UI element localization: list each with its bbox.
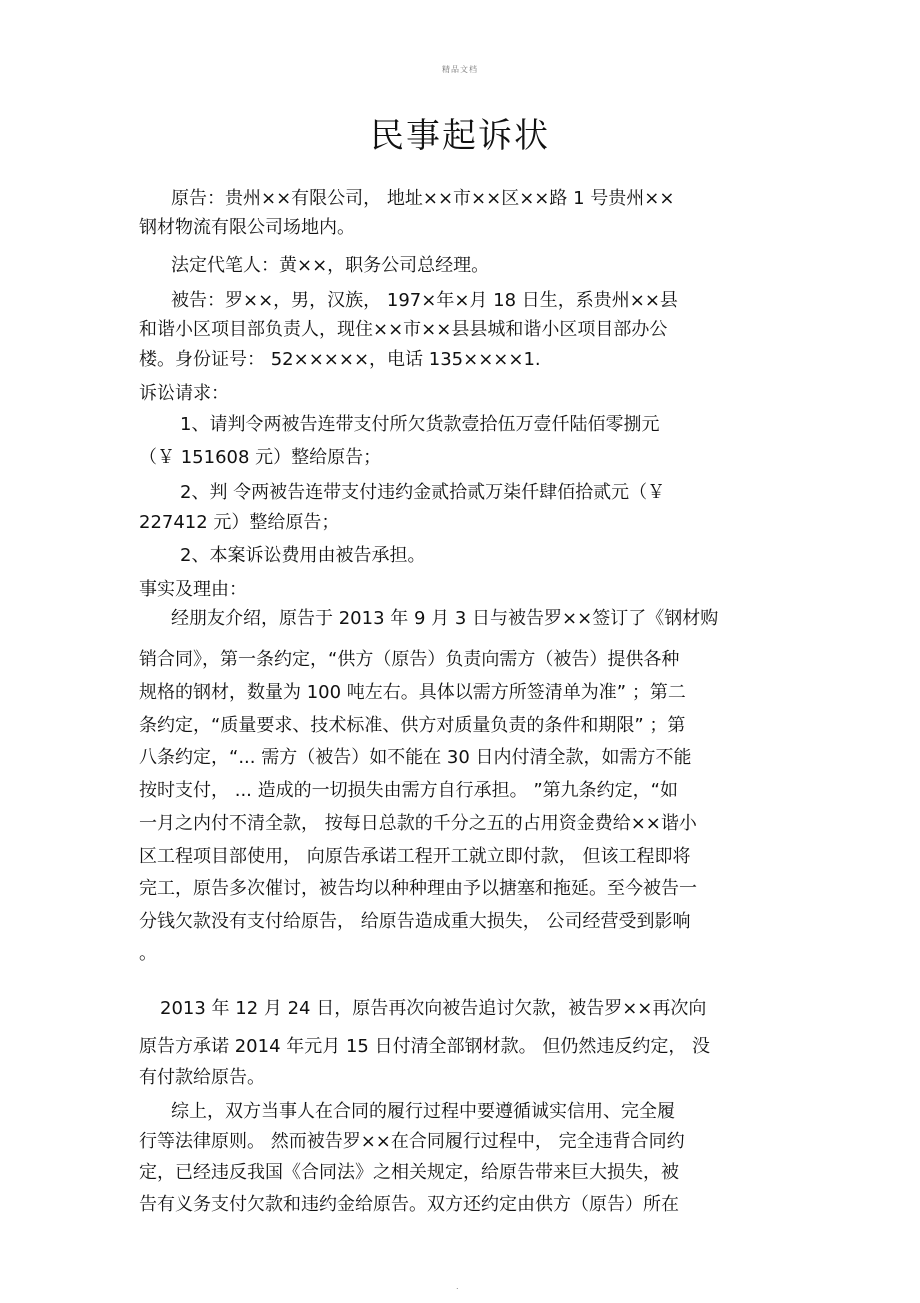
facts-para-1-line: 经朋友介绍，原告于 2013 年 9 月 3 日与被告罗××签订了《钢材购 bbox=[171, 608, 719, 629]
facts-para-3-line: 综上，双方当事人在合同的履行过程中要遵循诚实信用、完全履 bbox=[171, 1101, 675, 1122]
facts-para-2-line: 有付款给原告。 bbox=[139, 1067, 265, 1088]
claim-1-line-1: 1、请判令两被告连带支付所欠货款壹拾伍万壹仟陆佰零捌元 bbox=[180, 414, 660, 435]
facts-para-1-line: 销合同》，第一条约定，“供方（原告）负责向需方（被告）提供各种 bbox=[139, 649, 680, 670]
facts-heading: 事实及理由： bbox=[139, 579, 247, 600]
defendant-line-1: 被告：罗××，男，汉族， 197×年×月 18 日生，系贵州××县 bbox=[171, 290, 678, 311]
claim-3: 2、本案诉讼费用由被告承担。 bbox=[180, 545, 426, 566]
plaintiff-line-2: 钢材物流有限公司场地内。 bbox=[139, 217, 355, 238]
facts-para-1-line: 条约定，“质量要求、技术标准、供方对质量负责的条件和期限” ；第 bbox=[139, 715, 686, 736]
claim-2-line-1: 2、判 令两被告连带支付违约金贰拾贰万柒仟肆佰拾贰元（￥ bbox=[180, 482, 666, 503]
claim-2-line-2: 227412 元）整给原告； bbox=[139, 512, 340, 533]
facts-para-2-line: 原告方承诺 2014 年元月 15 日付清全部钢材款。 但仍然违反约定， 没 bbox=[139, 1036, 711, 1057]
facts-para-3-line: 告有义务支付欠款和违约金给原告。双方还约定由供方（原告）所在 bbox=[139, 1194, 679, 1215]
facts-para-1-line: 分钱欠款没有支付给原告， 给原告造成重大损失， 公司经营受到影响 bbox=[139, 911, 691, 932]
facts-para-1-line: 完工，原告多次催讨，被告均以种种理由予以搪塞和拖延。至今被告一 bbox=[139, 878, 697, 899]
legal-representative: 法定代笔人：黄××，职务公司总经理。 bbox=[171, 255, 490, 276]
claim-1-line-2: （￥ 151608 元）整给原告； bbox=[139, 447, 382, 468]
defendant-line-2: 和谐小区项目部负责人，现住××市××县县城和谐小区项目部办公 bbox=[139, 319, 668, 340]
facts-para-2-line: 2013 年 12 月 24 日，原告再次向被告追讨欠款，被告罗××再次向 bbox=[160, 998, 707, 1019]
facts-para-1-line: 规格的钢材，数量为 100 吨左右。具体以需方所签清单为准” ；第二 bbox=[139, 682, 686, 703]
defendant-line-3: 楼。身份证号： 52×××××，电话 135××××1. bbox=[139, 349, 541, 370]
facts-para-1-line: 。 bbox=[139, 943, 157, 964]
facts-para-1-line: 按时支付， ... 造成的一切损失由需方自行承担。 ”第九条约定，“如 bbox=[139, 780, 678, 801]
document-title: 民事起诉状 bbox=[370, 116, 550, 156]
facts-para-1-line: 八条约定，“... 需方（被告）如不能在 30 日内付清全款，如需方不能 bbox=[139, 747, 692, 768]
facts-para-3-line: 定，已经违反我国《合同法》之相关规定，给原告带来巨大损失，被 bbox=[139, 1162, 679, 1183]
page-header: 精品文档 bbox=[442, 65, 478, 74]
page-footer: . bbox=[456, 1282, 459, 1291]
plaintiff-line-1: 原告：贵州××有限公司， 地址××市××区××路 1 号贵州×× bbox=[171, 188, 675, 209]
facts-para-1-line: 区工程项目部使用， 向原告承诺工程开工就立即付款， 但该工程即将 bbox=[139, 846, 691, 867]
claims-heading: 诉讼请求： bbox=[139, 383, 229, 404]
facts-para-3-line: 行等法律原则。 然而被告罗××在合同履行过程中， 完全违背合同约 bbox=[139, 1131, 685, 1152]
facts-para-1-line: 一月之内付不清全款， 按每日总款的千分之五的占用资金费给××谐小 bbox=[139, 813, 697, 834]
